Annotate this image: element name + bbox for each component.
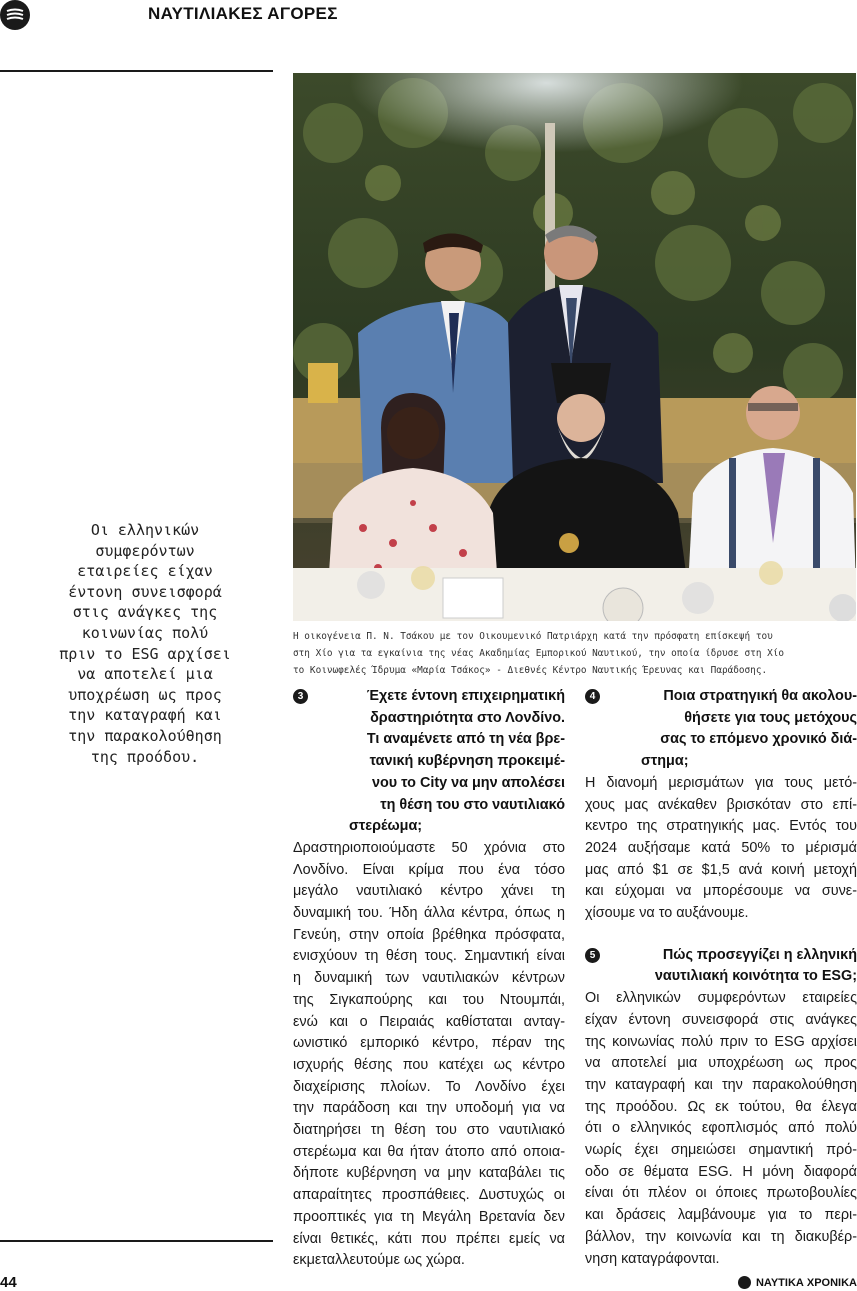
- answer-line: ωνιστικό εμπορικό κέντρο, πέραν της: [293, 1035, 565, 1052]
- page-number: 44: [0, 1274, 17, 1291]
- pull-quote-line: την παρακολούθηση: [68, 726, 222, 745]
- question-line: Πώς προσεγγίζει η ελληνική: [662, 946, 857, 963]
- footer-brand: [738, 1276, 857, 1289]
- answer-line: της κοινωνίας πολύ πριν το ESG αρχίσει: [585, 1033, 857, 1050]
- pull-quote-line: να αποτελεί μια: [77, 665, 213, 684]
- answer-line: διατηρήσει τη θέση του στο ναυτιλιακό: [293, 1122, 565, 1139]
- brand-name: ΝΑΥΤΙΚΑ ΧΡΟΝΙΚΑ: [755, 1276, 857, 1289]
- answer-3: [293, 838, 565, 1272]
- question-line: ναυτιλιακή κοινότητα το ESG;: [654, 968, 857, 985]
- pull-quote-line: συμφερόντων: [95, 541, 195, 560]
- answer-line: είναι θετικές, κάτι που πρέπει εμείς να: [293, 1230, 565, 1247]
- answer-line: νηση καταγράφονται.: [585, 1250, 720, 1267]
- article-column-right: [585, 686, 857, 1270]
- question-line: τανική κυβέρνηση προκειμέ-: [369, 753, 565, 770]
- answer-line: της Σιγκαπούρης και του Ντουμπάι,: [293, 991, 565, 1008]
- question-line: στημα;: [641, 753, 689, 770]
- magazine-logo-icon: [0, 0, 30, 30]
- answer-line: Οι ελληνικών συμφερόντων εταιρείες: [585, 990, 857, 1007]
- answer-line: χίσουμε να το αυξάνουμε.: [585, 905, 749, 922]
- answer-line: χους μας ανέκαθεν βρισκόταν στο επί-: [585, 796, 857, 813]
- question-4: [585, 686, 857, 773]
- answer-line: 2024 αυξήσαμε κατά 50% το μέρισμά: [585, 839, 857, 856]
- question-line: στερέωμα;: [349, 818, 423, 835]
- answer-line: ότι ο ελληνικός εφοπλισμός από πολύ: [585, 1120, 857, 1137]
- question-number-badge: 3: [293, 689, 308, 704]
- question-5: [585, 945, 857, 988]
- pull-quote-line: την καταγραφή και: [68, 706, 222, 725]
- question-line: θήσετε για τους μετόχους: [684, 709, 857, 726]
- answer-line: Λονδίνο. Είναι κρίμα που ένα τόσο: [293, 861, 565, 878]
- question-line: δραστηριότητα στο Λονδίνο.: [370, 709, 565, 726]
- answer-line: μας από $1 σε $1,5 ανά κοινή μετοχή: [585, 861, 857, 878]
- brand-logo-icon: [738, 1276, 751, 1289]
- left-bottom-rule: [0, 1240, 273, 1242]
- answer-line: να αποτελεί μια υποχρέωση ως προς: [585, 1055, 857, 1072]
- left-top-rule: [0, 70, 273, 72]
- answer-line: και εύχομαι να μπορέσουμε να συνε-: [585, 883, 857, 900]
- answer-line: κεντρο της στρατηγικής μας. Εντός του: [585, 818, 857, 835]
- answer-line: εκμεταλλευτούμε ως χώρα.: [293, 1252, 465, 1269]
- answer-line: είναι ότι πλέον οι όποιες πρωτοβουλίες: [585, 1185, 857, 1202]
- pull-quote-line: υποχρέωση ως προς: [68, 685, 222, 704]
- caption-line: το Κοινωφελές Ίδρυμα «Μαρία Τσάκος» - Διεθνές Κέντρο Ναυτικής Έρευνας και Παράδοσης.: [293, 665, 768, 676]
- pull-quote-line: στις ανάγκες της: [72, 603, 218, 622]
- section-title: ΝΑΥΤΙΛΙΑΚΕΣ ΑΓΟΡΕΣ: [148, 4, 338, 23]
- pull-quote-line: κοινωνίας πολύ: [81, 623, 209, 642]
- question-line: σας το επόμενο χρονικό διά-: [660, 731, 857, 748]
- pull-quote-line: Οι ελληνικών: [90, 521, 200, 539]
- answer-line: η δυναμική των ναυτιλιακών κέντρων: [293, 970, 565, 987]
- question-3: [293, 686, 565, 838]
- question-line: Ποια στρατηγική θα ακολου-: [663, 688, 857, 704]
- answer-line: της προόδου. Ως εκ τούτου, θα έλεγα: [585, 1098, 857, 1115]
- answer-line: βάλλον, την κοινωνία και τη διακυβέρ-: [585, 1228, 857, 1245]
- answer-line: οδο σε θέματα ESG. Η μόνη διαφορά: [585, 1163, 857, 1180]
- answer-line: ενισχύουν τη θέση τους. Σημαντική είναι: [293, 948, 565, 965]
- article-column-left: [293, 686, 565, 1272]
- answer-line: την καταγραφή και την παρακολούθηση: [585, 1076, 857, 1093]
- answer-line: Γενεύη, στην οποία βρέθηκα πρόσφατα,: [293, 926, 565, 943]
- answer-line: μεγάλο ναυτιλιακό κέντρο χάνει τη: [293, 883, 565, 900]
- answer-line: διαχείρισης πλοίων. Το Λονδίνο έχει: [293, 1078, 565, 1095]
- question-line: νου το City να μην απολέσει: [371, 774, 565, 791]
- answer-line: την παράδοση και την υποδομή για να: [293, 1100, 565, 1117]
- answer-line: Η διανομή μερισμάτων για τους μετό-: [585, 774, 857, 791]
- pull-quote-line: της προόδου.: [90, 747, 200, 766]
- spacer: [585, 925, 857, 945]
- question-line: Έχετε έντονη επιχειρηματική: [366, 688, 565, 704]
- answer-4: [585, 773, 857, 925]
- pull-quote: [30, 520, 260, 767]
- pull-quote-line: εταιρείες είχαν: [77, 562, 213, 581]
- answer-line: είχαν έντονη συνεισφορά στις ανάγκες: [585, 1011, 857, 1028]
- caption-line: Η οικογένεια Π. Ν. Τσάκου με τον Οικουμενικό Πατριάρχη κατά την πρόσφατη επίσκεψή του: [293, 631, 773, 642]
- answer-line: ενώ και ο Πειραιάς καθίσταται ανταγ-: [293, 1013, 565, 1030]
- question-line: τη θέση του στο ναυτιλιακό: [380, 796, 565, 813]
- pull-quote-line: έντονη συνεισφορά: [68, 582, 222, 601]
- caption-line: στη Χίο για τα εγκαίνια της νέας Ακαδημίας Εμπορικού Ναυτικού, την οποία ίδρυσε στη Χίο: [293, 648, 785, 659]
- question-line: Τι αναμένετε από τη νέα βρε-: [366, 731, 565, 748]
- pull-quote-line: πριν το ESG αρχίσει: [59, 644, 231, 663]
- answer-5: [585, 988, 857, 1270]
- answer-line: ισχυρής θέσης που κατέχει ως κέντρο: [293, 1056, 565, 1073]
- answer-line: απαραίτητες προσπάθειες. Δυστυχώς οι: [293, 1187, 565, 1204]
- question-number-badge: 5: [585, 948, 600, 963]
- answer-line: στερέωμα και θα ήταν άτοπο από οποια-: [293, 1143, 565, 1160]
- answer-line: και δράσεις λαμβάνουμε για το περι-: [585, 1207, 857, 1224]
- photo-caption: [293, 628, 857, 679]
- event-photo: [293, 73, 856, 621]
- answer-line: Δραστηριοποιούμαστε 50 χρόνια στο: [293, 839, 565, 856]
- answer-line: νωρίς έχει σημειώσει σημαντική πρό-: [585, 1142, 857, 1159]
- answer-line: δυναμική του. Ήδη άλλα κέντρα, όπως η: [293, 905, 565, 922]
- question-number-badge: 4: [585, 689, 600, 704]
- answer-line: δήποτε κυβέρνηση να μην καταβάλει τις: [293, 1165, 565, 1182]
- answer-line: προοπτικές για τη Μεγάλη Βρετανία δεν: [293, 1208, 565, 1225]
